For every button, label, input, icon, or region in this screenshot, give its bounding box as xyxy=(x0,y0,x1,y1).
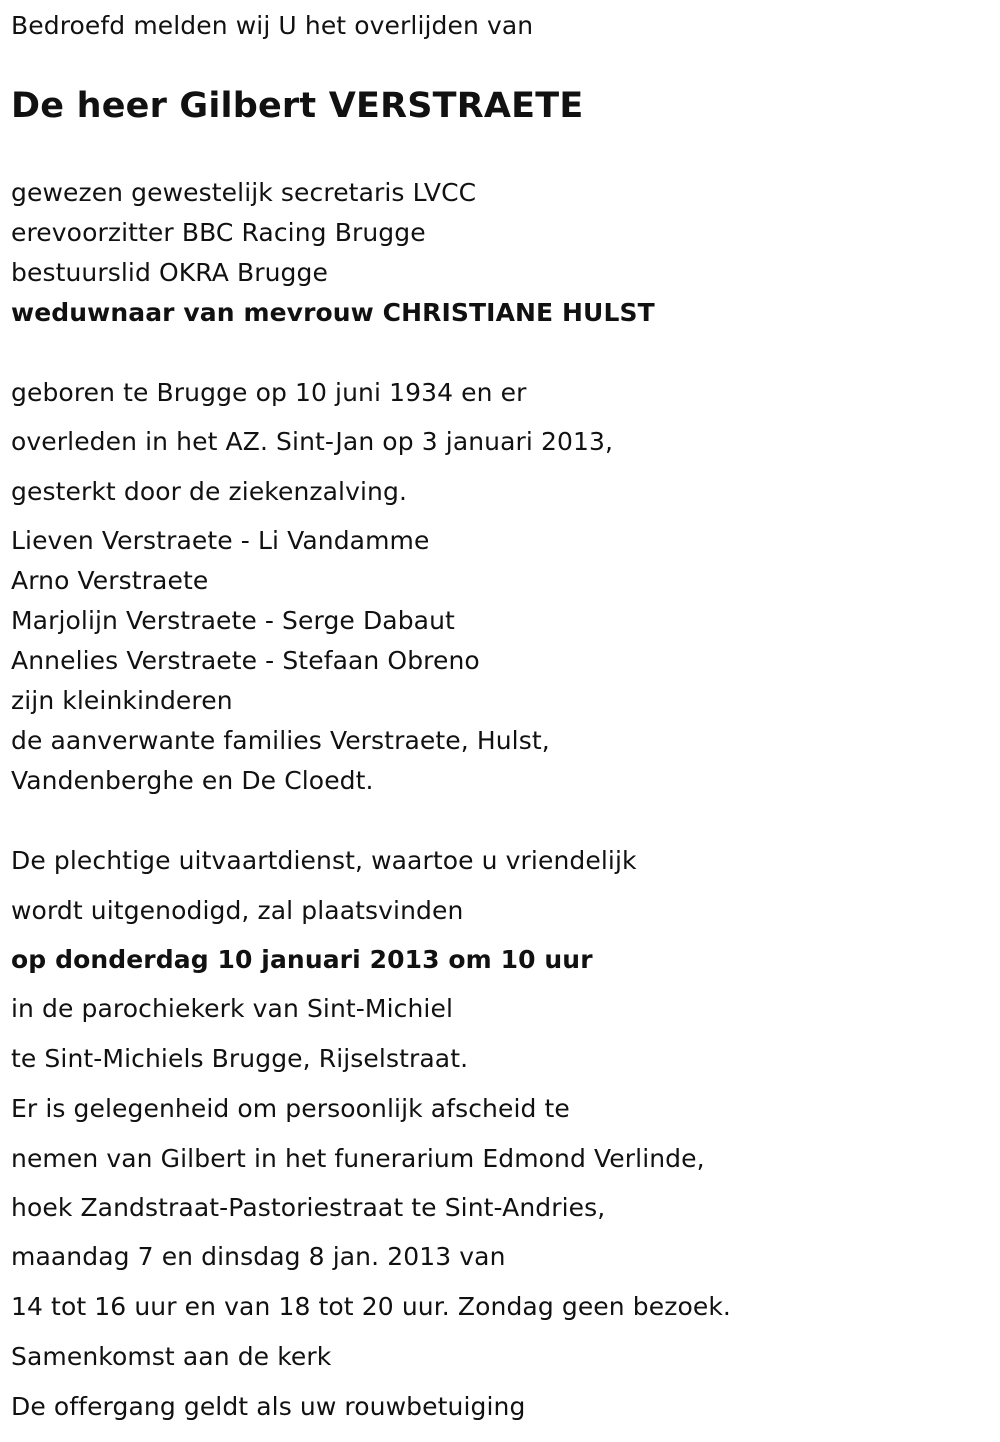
family-line: zijn kleinkinderen xyxy=(11,686,233,715)
birth-death-line: geboren te Brugge op 10 juni 1934 en er xyxy=(11,378,527,407)
service-place-line: te Sint-Michiels Brugge, Rijselstraat. xyxy=(11,1044,469,1073)
family-line: de aanverwante families Verstraete, Hulst, xyxy=(11,726,550,755)
intro-text: Bedroefd melden wij U het overlijden van xyxy=(11,11,534,40)
farewell-line: 14 tot 16 uur en van 18 tot 20 uur. Zondag geen bezoek. xyxy=(11,1292,731,1321)
birth-death-line: gesterkt door de ziekenzalving. xyxy=(11,477,407,506)
closing-line: Samenkomst aan de kerk xyxy=(11,1342,332,1371)
family-line: Arno Verstraete xyxy=(11,566,209,595)
family-line: Lieven Verstraete - Li Vandamme xyxy=(11,526,430,555)
family-line: Annelies Verstraete - Stefaan Obreno xyxy=(11,646,480,675)
widower-line: weduwnaar van mevrouw CHRISTIANE HULST xyxy=(11,298,655,327)
family-line: Vandenberghe en De Cloedt. xyxy=(11,766,374,795)
deceased-name: De heer Gilbert VERSTRAETE xyxy=(11,86,584,126)
service-place-line: in de parochiekerk van Sint-Michiel xyxy=(11,994,454,1023)
role-line: gewezen gewestelijk secretaris LVCC xyxy=(11,178,477,207)
closing-line: De offergang geldt als uw rouwbetuiging xyxy=(11,1392,526,1421)
farewell-line: maandag 7 en dinsdag 8 jan. 2013 van xyxy=(11,1242,506,1271)
birth-death-line: overleden in het AZ. Sint-Jan op 3 januari 2013, xyxy=(11,427,614,456)
service-date: op donderdag 10 januari 2013 om 10 uur xyxy=(11,945,593,974)
service-intro-line: wordt uitgenodigd, zal plaatsvinden xyxy=(11,896,464,925)
farewell-line: Er is gelegenheid om persoonlijk afscheid te xyxy=(11,1094,570,1123)
service-intro-line: De plechtige uitvaartdienst, waartoe u vriendelijk xyxy=(11,846,637,875)
family-line: Marjolijn Verstraete - Serge Dabaut xyxy=(11,606,455,635)
farewell-line: hoek Zandstraat-Pastoriestraat te Sint-Andries, xyxy=(11,1193,606,1222)
role-line: erevoorzitter BBC Racing Brugge xyxy=(11,218,426,247)
role-line: bestuurslid OKRA Brugge xyxy=(11,258,328,287)
farewell-line: nemen van Gilbert in het funerarium Edmond Verlinde, xyxy=(11,1144,705,1173)
